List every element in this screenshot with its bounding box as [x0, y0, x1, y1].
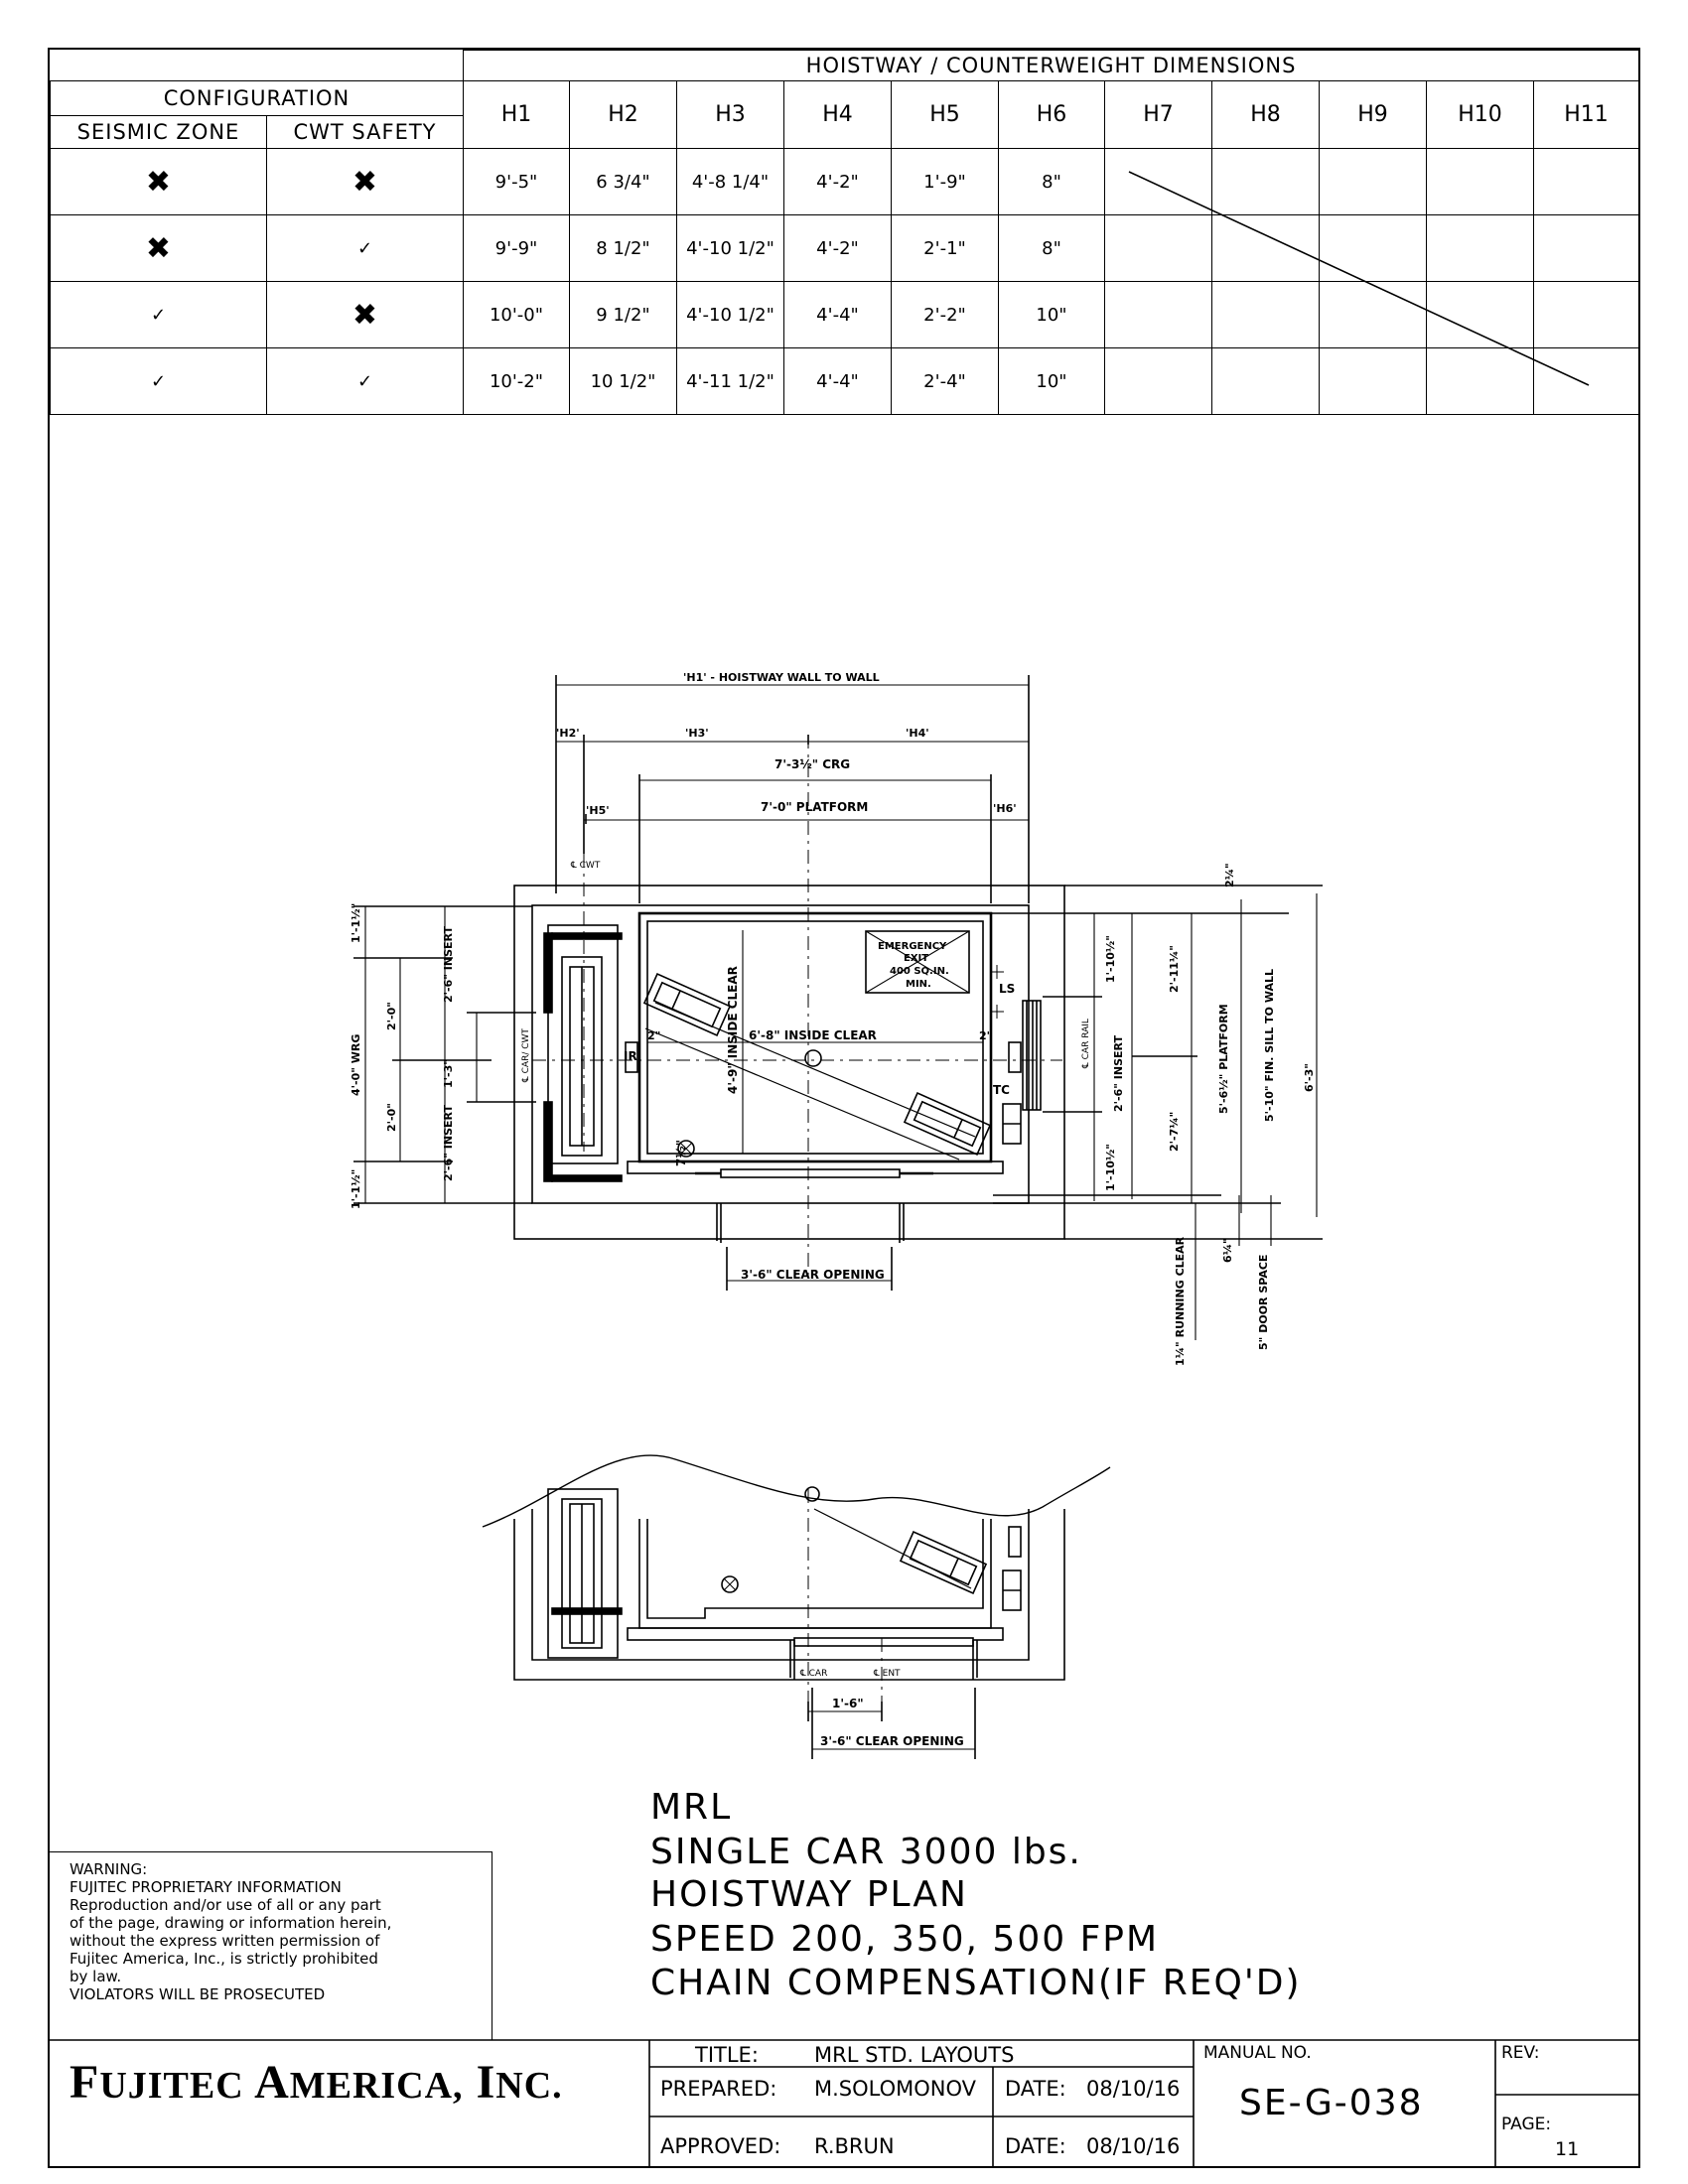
- cell-h3: 4'-8 1/4": [677, 149, 784, 215]
- ir-label: IR: [624, 1049, 637, 1063]
- svg-text:2'-6" INSERT: 2'-6" INSERT: [442, 1104, 455, 1181]
- car-cwt-label: ℄ CAR/ CWT: [521, 1028, 531, 1082]
- hoistway-door: [721, 1169, 900, 1177]
- cell-h6: 8": [999, 149, 1105, 215]
- prepared-label: PREPARED:: [660, 2077, 777, 2101]
- col-h2: H2: [570, 81, 677, 149]
- col-h8: H8: [1212, 81, 1320, 149]
- car-center-mark: [805, 1050, 821, 1066]
- clear-opening-label: 3'-6" CLEAR OPENING: [741, 1268, 885, 1282]
- stretcher-head: [644, 974, 730, 1035]
- h4-label: 'H4': [906, 727, 929, 740]
- svg-text:6'-3": 6'-3": [1303, 1063, 1316, 1092]
- car-rail-label: ℄ CAR RAIL: [1081, 1019, 1091, 1068]
- seismic-mark: ✓: [51, 282, 267, 348]
- manual-label: MANUAL NO.: [1203, 2043, 1312, 2063]
- cell-h6: 10": [999, 348, 1105, 415]
- cell-h4: 4'-4": [784, 348, 892, 415]
- cell-h4: 4'-2": [784, 215, 892, 282]
- date-label-approved: DATE:: [1005, 2134, 1066, 2158]
- cell-h1: 9'-9": [464, 215, 570, 282]
- cell-h5: 1'-9": [892, 149, 999, 215]
- svg-text:2'-0": 2'-0": [385, 1103, 398, 1132]
- cell-h5: 2'-1": [892, 215, 999, 282]
- svg-text:2'-11¼": 2'-11¼": [1168, 944, 1181, 993]
- seismic-mark: ✖: [51, 215, 267, 282]
- svg-text:2'-7¼": 2'-7¼": [1168, 1111, 1181, 1152]
- cell-h3: 4'-11 1/2": [677, 348, 784, 415]
- inside-clear-depth: 4'-9" INSIDE CLEAR: [726, 966, 740, 1094]
- svg-text:EXIT: EXIT: [904, 953, 929, 964]
- sill-to-wall: 5'-10" FIN. SILL TO WALL: [1263, 969, 1276, 1122]
- counterweight-frame: [548, 925, 618, 1163]
- cell-h3: 4'-10 1/2": [677, 282, 784, 348]
- svg-text:MIN.: MIN.: [906, 979, 931, 990]
- svg-text:2'-0": 2'-0": [385, 1002, 398, 1030]
- table-title: HOISTWAY / COUNTERWEIGHT DIMENSIONS: [464, 51, 1639, 81]
- ls-label: LS: [999, 982, 1016, 996]
- cell-h6: 10": [999, 282, 1105, 348]
- stretcher-foot: [905, 1093, 990, 1155]
- page-label: PAGE:: [1501, 2115, 1552, 2134]
- svg-text:1'-10½": 1'-10½": [1104, 934, 1117, 983]
- approved-value: R.BRUN: [814, 2134, 895, 2158]
- cwt-mark: ✓: [267, 348, 464, 415]
- cell-h5: 2'-2": [892, 282, 999, 348]
- svg-text:7½": 7½": [674, 1139, 688, 1166]
- cell-h2: 6 3/4": [570, 149, 677, 215]
- h2-label: 'H2': [556, 727, 580, 740]
- wrg-label: 4'-0" WRG: [350, 1033, 362, 1096]
- title-label: TITLE:: [695, 2043, 759, 2067]
- cell-h1: 10'-2": [464, 348, 570, 415]
- cell-h2: 10 1/2": [570, 348, 677, 415]
- drawing-title-line4: SPEED 200, 350, 500 FPM: [650, 1919, 1160, 1960]
- svg-text:400 SQ.IN.: 400 SQ.IN.: [890, 966, 949, 977]
- h5-label: 'H5': [586, 804, 610, 817]
- drawing-title-line1: MRL: [650, 1787, 733, 1828]
- door-space-label: 5" DOOR SPACE: [1257, 1254, 1270, 1350]
- cell-h2: 8 1/2": [570, 215, 677, 282]
- seismic-mark: ✓: [51, 348, 267, 415]
- plan-labels: [350, 671, 1316, 1366]
- fujitec-logo: FUJITEC AMERICA, INC.: [70, 2056, 563, 2109]
- cell-h1: 9'-5": [464, 149, 570, 215]
- running-clear-label: 1¼" RUNNING CLEAR: [1174, 1236, 1187, 1366]
- car-rail-bracket: [1023, 1001, 1041, 1110]
- svg-text:6¼": 6¼": [1221, 1238, 1234, 1263]
- svg-text:2¼": 2¼": [1223, 863, 1236, 887]
- svg-text:1'-10½": 1'-10½": [1104, 1143, 1117, 1191]
- rev-label: REV:: [1501, 2043, 1540, 2063]
- date-label-prepared: DATE:: [1005, 2077, 1066, 2101]
- crg-label: 7'-3½" CRG: [774, 757, 851, 771]
- seismic-mark: ✖: [51, 149, 267, 215]
- cell-h3: 4'-10 1/2": [677, 215, 784, 282]
- drawing-title-line3: HOISTWAY PLAN: [650, 1874, 968, 1915]
- col-h3: H3: [677, 81, 784, 149]
- col-h4: H4: [784, 81, 892, 149]
- svg-text:2'-6" INSERT: 2'-6" INSERT: [442, 925, 455, 1003]
- cwt-mark: ✖: [267, 149, 464, 215]
- col-h1: H1: [464, 81, 570, 149]
- prepared-value: M.SOLOMONOV: [814, 2077, 977, 2101]
- emergency-exit-label: EMERGENCY: [878, 941, 947, 952]
- svg-text:2": 2": [979, 1029, 993, 1042]
- inside-clear-width: 6'-8" INSIDE CLEAR: [749, 1028, 877, 1042]
- col-h11: H11: [1534, 81, 1639, 149]
- svg-text:1'-1½": 1'-1½": [350, 1168, 362, 1209]
- col-h10: H10: [1427, 81, 1534, 149]
- page-number: 11: [1555, 2138, 1580, 2160]
- cwt-mark: ✓: [267, 215, 464, 282]
- date-prepared: 08/10/16: [1086, 2077, 1181, 2101]
- h6-label: 'H6': [993, 802, 1017, 815]
- tc-label: TC: [993, 1083, 1010, 1097]
- drawing-title-line2: SINGLE CAR 3000 lbs.: [650, 1832, 1082, 1872]
- cwt-mark: ✖: [267, 282, 464, 348]
- manual-number: SE-G-038: [1239, 2083, 1424, 2123]
- cl-car-label: ℄ CAR: [800, 1669, 828, 1679]
- svg-text:1'-1½": 1'-1½": [350, 902, 362, 943]
- detail-clear-opening: 3'-6" CLEAR OPENING: [820, 1734, 964, 1748]
- hoistway-inner-wall: [532, 905, 1029, 1203]
- platform-label: 7'-0" PLATFORM: [761, 800, 869, 814]
- h3-label: 'H3': [685, 727, 709, 740]
- counterweight-frame: [548, 1489, 618, 1658]
- title-value: MRL STD. LAYOUTS: [814, 2043, 1015, 2067]
- approved-label: APPROVED:: [660, 2134, 781, 2158]
- offset-label: 1'-6": [832, 1697, 864, 1710]
- cell-h4: 4'-2": [784, 149, 892, 215]
- cell-h1: 10'-0": [464, 282, 570, 348]
- break-line: [483, 1455, 1110, 1527]
- svg-text:1'-3": 1'-3": [442, 1059, 455, 1088]
- cell-h6: 8": [999, 215, 1105, 282]
- svg-text:2'-6" INSERT: 2'-6" INSERT: [1112, 1034, 1125, 1112]
- date-approved: 08/10/16: [1086, 2134, 1181, 2158]
- cwt-safety-header: CWT SAFETY: [267, 116, 464, 149]
- col-h9: H9: [1320, 81, 1427, 149]
- h1-label: 'H1' - HOISTWAY WALL TO WALL: [683, 671, 880, 684]
- platform-depth: 5'-6½" PLATFORM: [1217, 1004, 1230, 1114]
- cell-h2: 9 1/2": [570, 282, 677, 348]
- seismic-zone-header: SEISMIC ZONE: [51, 116, 267, 149]
- cwt-cl-label: ℄ CWT: [571, 861, 601, 871]
- proprietary-warning: WARNING: FUJITEC PROPRIETARY INFORMATION Reproduction and/or use of all or any part of the page, drawing or information herein, without the express written permission of Fujitec America, Inc., is strictly prohibited by law. VIOLATORS WILL BE PROSECUTED: [50, 1851, 492, 2040]
- configuration-header: CONFIGURATION: [51, 81, 464, 116]
- svg-text:2": 2": [647, 1029, 661, 1042]
- col-h6: H6: [999, 81, 1105, 149]
- partial-plan-detail: [483, 1455, 1110, 1759]
- not-applicable-diagonal: [1129, 172, 1589, 385]
- drawing-title-line5: CHAIN COMPENSATION(IF REQ'D): [650, 1963, 1302, 2003]
- cell-h4: 4'-4": [784, 282, 892, 348]
- cl-ent-label: ℄ ENT: [874, 1669, 901, 1679]
- col-h7: H7: [1105, 81, 1212, 149]
- cell-h5: 2'-4": [892, 348, 999, 415]
- col-h5: H5: [892, 81, 999, 149]
